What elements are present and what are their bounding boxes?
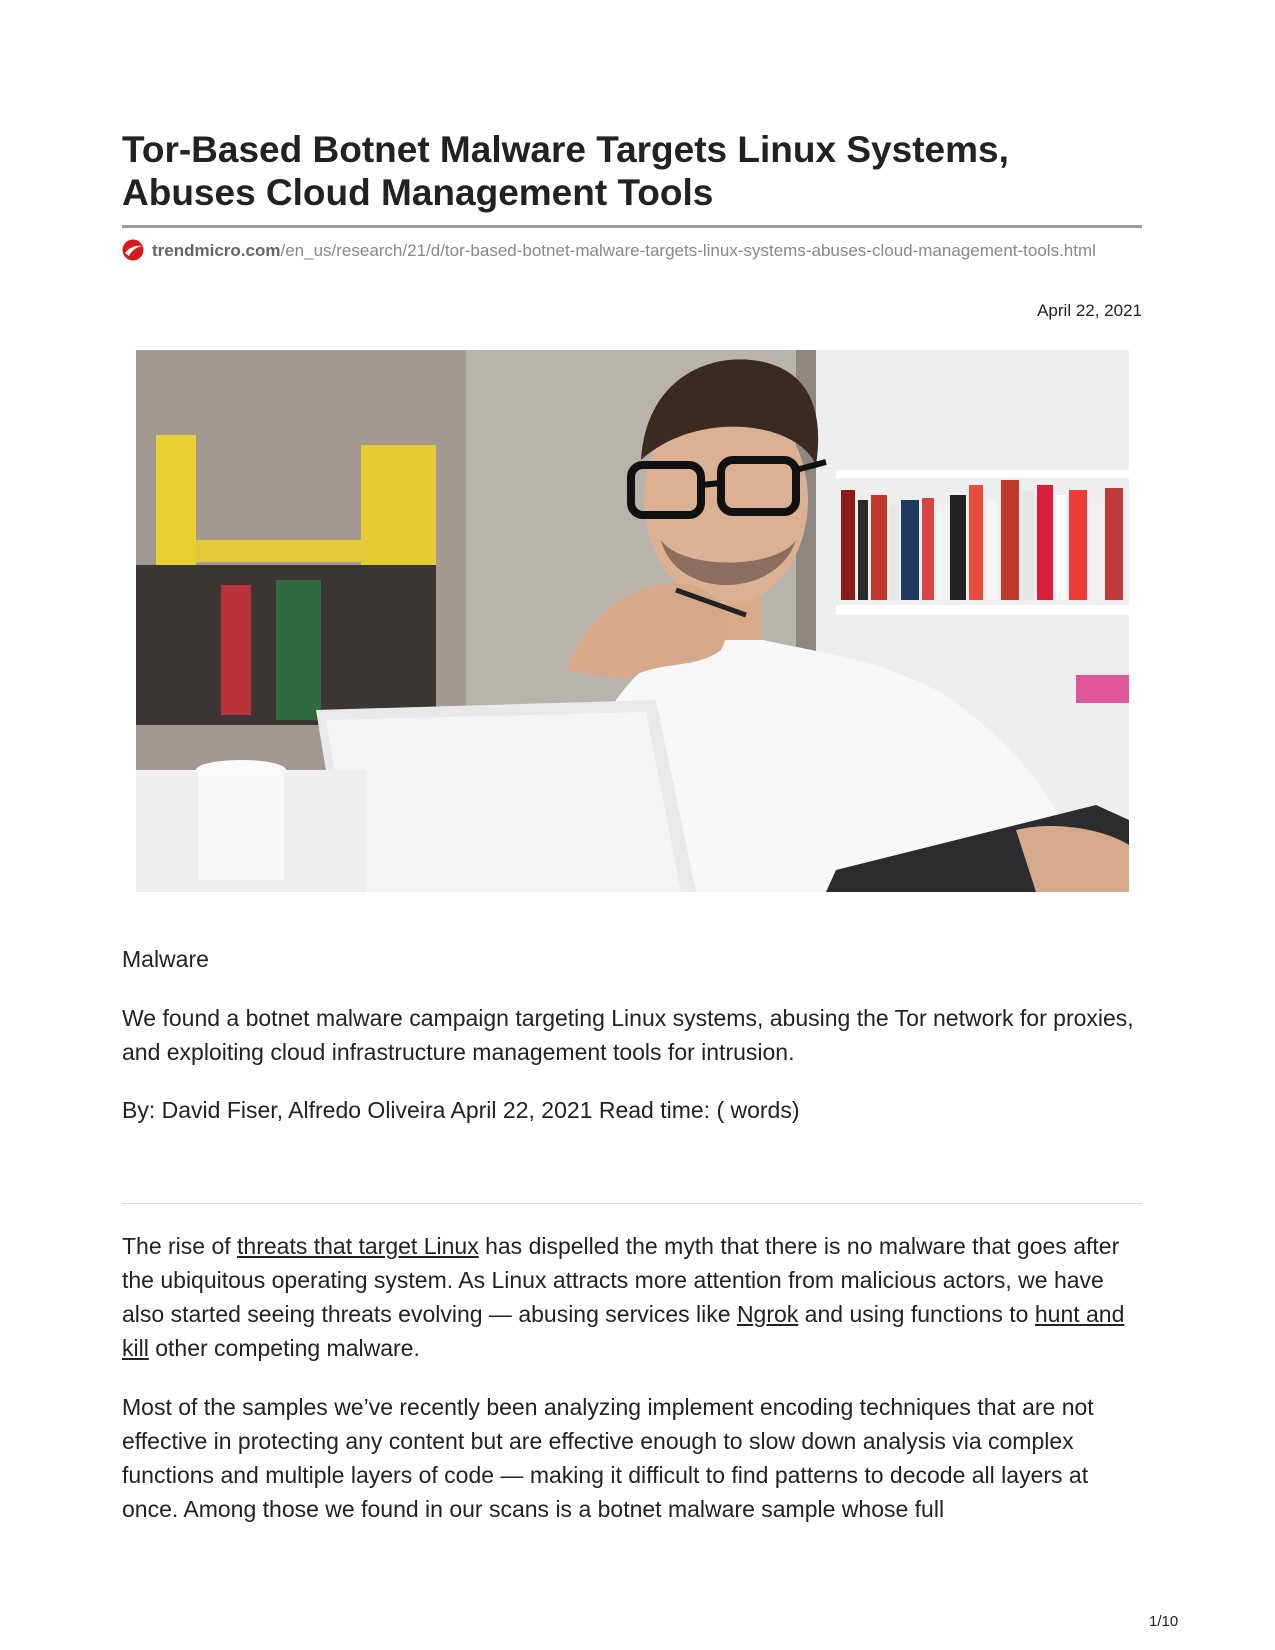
page-number: 1/10 <box>1149 1613 1179 1630</box>
link-ngrok[interactable]: Ngrok <box>736 1301 799 1327</box>
article-byline: By: David Fiser, Alfredo Oliveira April 22, 2021 Read time: ( words) <box>122 1097 800 1123</box>
p1-text-a: The rise of <box>122 1233 238 1259</box>
p1-text-c: and using functions to <box>798 1301 1035 1327</box>
section-divider <box>122 1203 1142 1204</box>
link-hunt-and-kill[interactable]: hunt and kill <box>122 1301 1125 1361</box>
article-title <box>122 128 1142 214</box>
source-path: /en_us/research/21/d/tor-based-botnet-malware-targets-linux-systems-abuses-cloud-management-tools.html <box>280 241 1096 260</box>
article-date: April 22, 2021 <box>1037 301 1142 320</box>
trendmicro-logo-icon <box>122 239 144 261</box>
source-url[interactable] <box>122 238 1142 263</box>
body-paragraph-1 <box>122 1229 1142 1365</box>
title-line-1: Tor-Based Botnet Malware Targets Linux Systems, <box>122 129 1009 170</box>
article-category[interactable]: Malware <box>122 946 209 972</box>
article-summary: We found a botnet malware campaign targeting Linux systems, abusing the Tor network for proxies, and exploiting cloud infrastructure management tools for intrusion. <box>122 1005 1134 1065</box>
p1-text-d: other competing malware. <box>148 1335 420 1361</box>
title-line-2: Abuses Cloud Management Tools <box>122 172 714 213</box>
body-paragraph-2: Most of the samples we’ve recently been analyzing implement encoding techniques that are not effective in protecting any content but are effective enough to slow down analysis via complex functions and multiple layers of code — making it difficult to find patterns to decode all layers at once. Among those we found in our scans is a botnet malware sample whose full <box>122 1394 1094 1522</box>
title-divider <box>122 225 1142 228</box>
hero-image <box>136 350 1129 892</box>
link-threats-target-linux[interactable]: threats that target Linux <box>237 1233 479 1259</box>
p1-text-b: has dispelled the myth that there is no malware that goes after the ubiquitous operating system. As Linux attracts more attention from malicious actors, we have also started seeing threats evolving — abusing services like <box>122 1233 1120 1327</box>
hero-illustration <box>136 350 1129 892</box>
source-domain: trendmicro.com <box>152 241 281 260</box>
